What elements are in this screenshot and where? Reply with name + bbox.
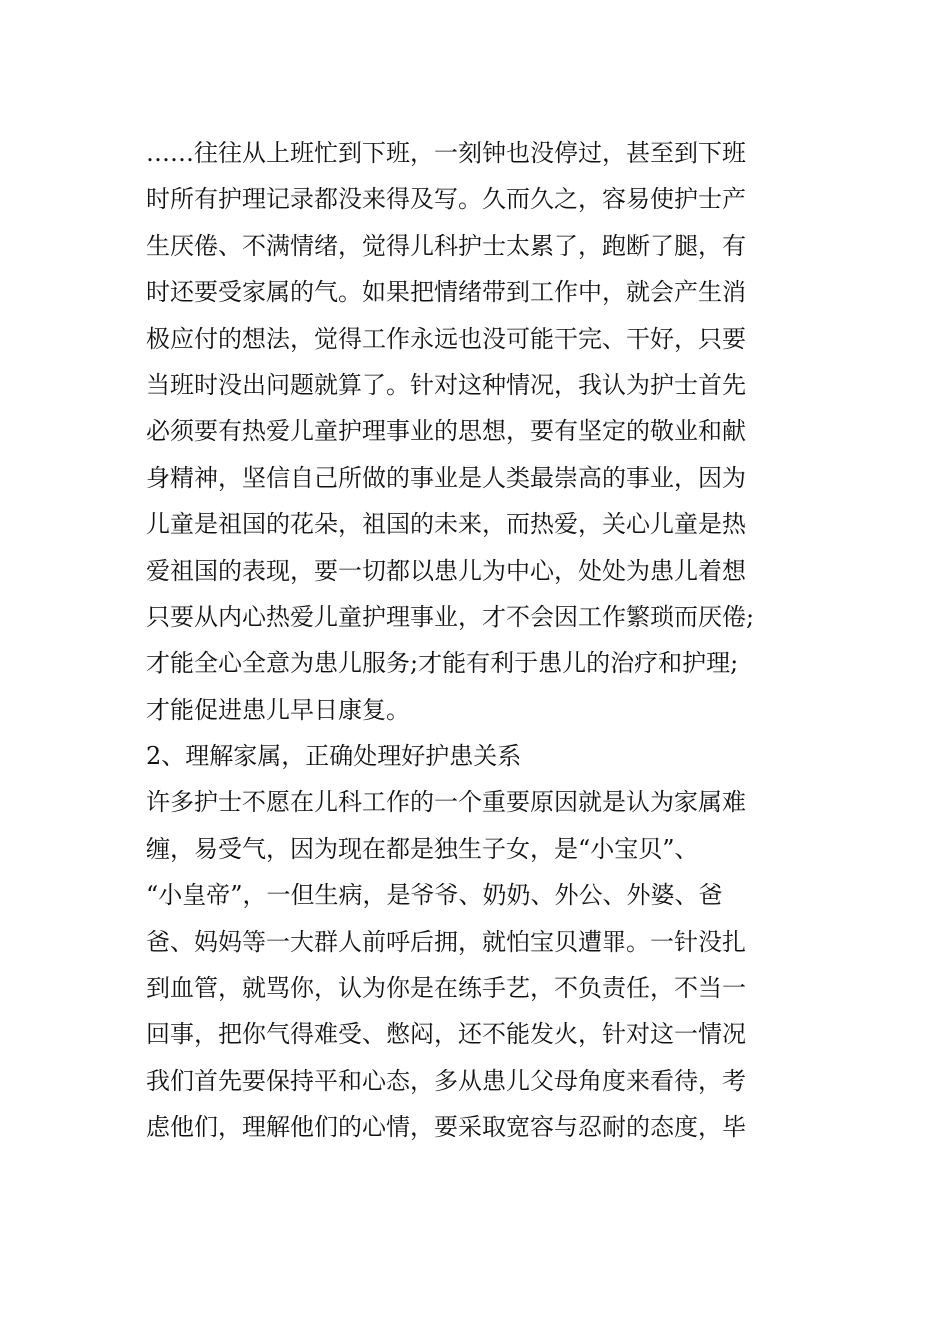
- text-line: 极应付的想法，觉得工作永远也没可能干完、干好，只要: [146, 324, 746, 353]
- text-line: 缠，易受气，因为现在都是独生子女，是“小宝贝”、: [146, 834, 699, 863]
- text-line: ……往往从上班忙到下班，一刻钟也没停过，甚至到下班: [146, 139, 746, 167]
- text-line: 爸、妈妈等一大群人前呼后拥，就怕宝贝遭罪。一针没扎: [146, 927, 746, 956]
- text-line: 只要从内心热爱儿童护理事业，才不会因工作繁琐而厌倦;: [146, 602, 755, 631]
- section-heading: 2、理解家属，正确处理好护患关系: [146, 742, 522, 771]
- text-line: 必须要有热爱儿童护理事业的思想，要有坚定的敬业和献: [146, 417, 746, 446]
- text-line: 回事，把你气得难受、憋闷，还不能发火，针对这一情况: [146, 1020, 746, 1049]
- text-line: 才能全心全意为患儿服务;才能有利于患儿的治疗和护理;: [146, 649, 739, 678]
- text-line: 许多护士不愿在儿科工作的一个重要原因就是认为家属难: [146, 788, 746, 817]
- text-line: 我们首先要保持平和心态，多从患儿父母角度来看待，考: [146, 1066, 746, 1095]
- text-line: 时还要受家属的气。如果把情绪带到工作中，就会产生消: [146, 278, 746, 307]
- text-line: 身精神，坚信自己所做的事业是人类最崇高的事业，因为: [146, 463, 746, 492]
- text-line: 才能促进患儿早日康复。: [146, 695, 410, 724]
- text-line: 当班时没出问题就算了。针对这种情况，我认为护士首先: [146, 370, 746, 399]
- body-text: [146, 130, 806, 1151]
- text-line: 到血管，就骂你，认为你是在练手艺，不负责任，不当一: [146, 974, 746, 1003]
- text-line: 时所有护理记录都没来得及写。久而久之，容易使护士产: [146, 185, 746, 214]
- text-line: “小皇帝”，一但生病，是爷爷、奶奶、外公、外婆、爸: [146, 881, 723, 910]
- text-line: 生厌倦、不满情绪，觉得儿科护士太累了，跑断了腿，有: [146, 231, 746, 260]
- text-line: 虑他们，理解他们的心情，要采取宽容与忍耐的态度，毕: [146, 1113, 746, 1142]
- text-line: 爱祖国的表现，要一切都以患儿为中心，处处为患儿着想: [146, 556, 746, 585]
- text-line: 儿童是祖国的花朵，祖国的未来，而热爱，关心儿童是热: [146, 510, 746, 539]
